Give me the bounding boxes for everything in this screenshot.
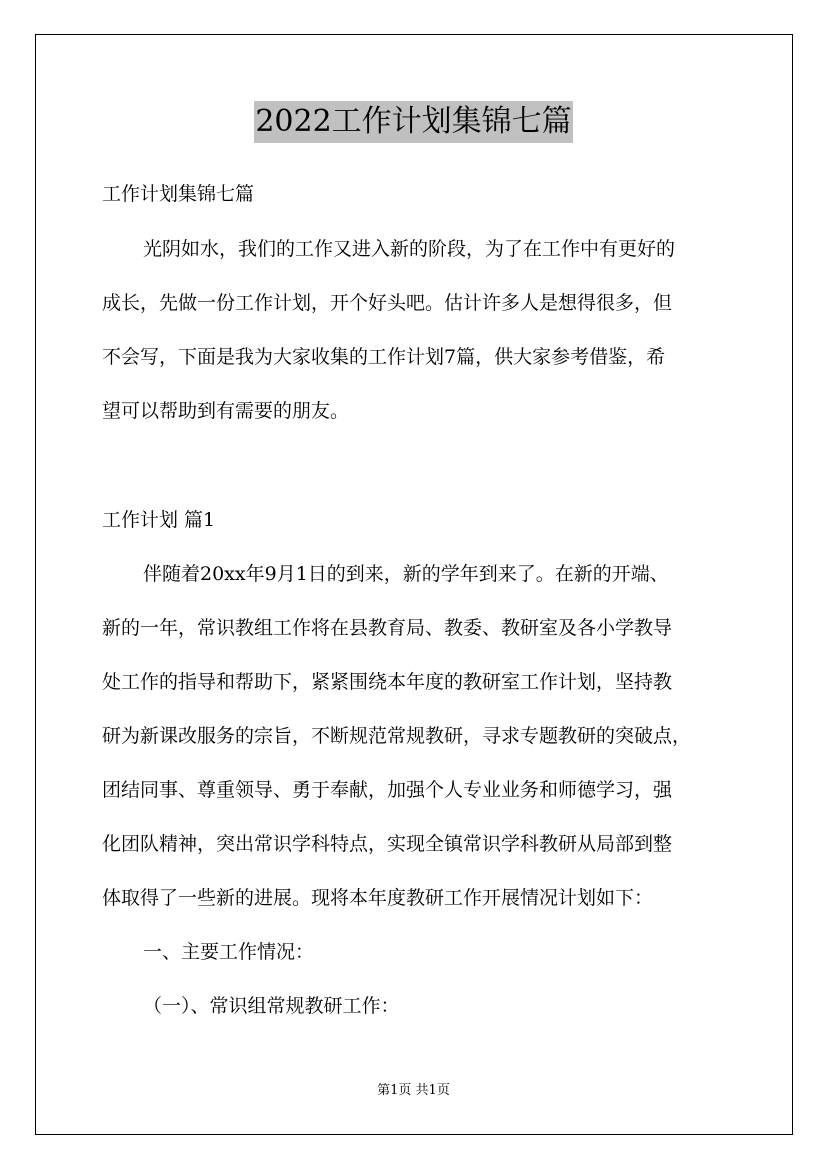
document-subtitle: 工作计划集锦七篇 xyxy=(102,183,255,205)
intro-line-4: 望可以帮助到有需要的朋友。 xyxy=(102,400,350,422)
intro-line-3: 不会写，下面是我为大家收集的工作计划7篇，供大家参考借鉴，希 xyxy=(102,346,666,368)
intro-line-2: 成长，先做一份工作计划，开个好头吧。估计许多人是想得很多，但 xyxy=(102,292,673,314)
page-number-footer: 第1页 共1页 xyxy=(377,1083,450,1098)
body-line-4: 研为新课改服务的宗旨，不断规范常规教研，寻求专题教研的突破点， xyxy=(102,725,692,747)
title-container xyxy=(0,101,827,143)
heading-main-work: 一、主要工作情况： xyxy=(143,941,315,963)
heading-routine-research: （一）、常识组常规教研工作： xyxy=(143,995,400,1017)
body-line-3: 处工作的指导和帮助下，紧紧围绕本年度的教研室工作计划，坚持教 xyxy=(102,671,673,693)
section-heading: 工作计划 篇1 xyxy=(102,509,216,531)
document-title: 2022工作计划集锦七篇 xyxy=(254,101,572,143)
body-line-1: 伴随着20xx年9月1日的到来，新的学年到来了。在新的开端、 xyxy=(143,563,669,585)
intro-line-1: 光阴如水，我们的工作又进入新的阶段，为了在工作中有更好的 xyxy=(143,238,676,260)
body-line-5: 团结同事、尊重领导、勇于奉献，加强个人专业业务和师德学习，强 xyxy=(102,779,673,801)
body-line-6: 化团队精神，突出常识学科特点，实现全镇常识学科教研从局部到整 xyxy=(102,833,673,855)
body-line-7: 体取得了一些新的进展。现将本年度教研工作开展情况计划如下： xyxy=(102,887,654,909)
body-line-2: 新的一年，常识教组工作将在县教育局、教委、教研室及各小学教导 xyxy=(102,617,673,639)
